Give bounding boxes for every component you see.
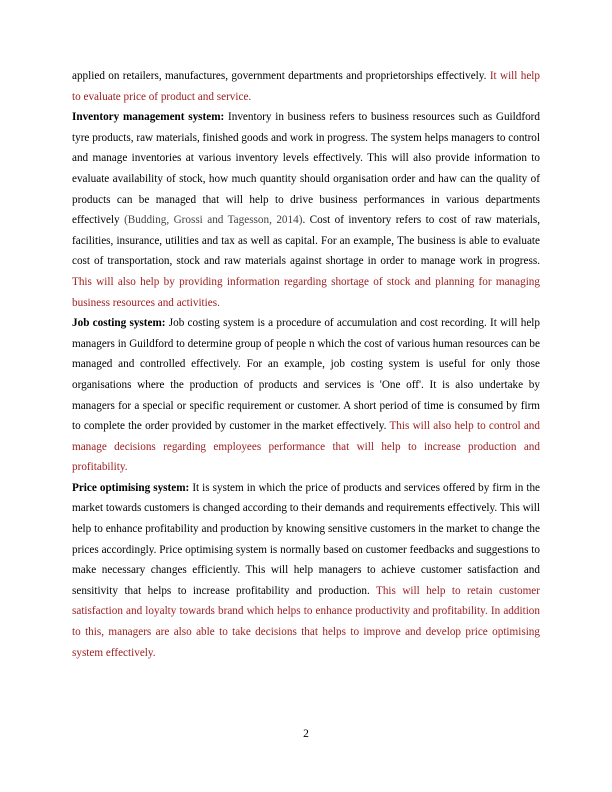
highlighted-text: This will also help by providing information regarding shortage of stock and planning for managing business resources and activities. (72, 275, 540, 309)
highlighted-text: This will also help to control and manage decisions regarding employees performance that will help to increase production and profitability. (72, 420, 540, 474)
paragraph-text-continued: . Cost of inventory refers to cost of raw materials, facilities, insurance, utilities and tax as well as capital. For an example, The business is able to evaluate cost of transportation, stock and raw materials against shortage in order to manage work in progress. (72, 214, 540, 268)
paragraph-text: applied on retailers, manufactures, government departments and proprietorships effectively. (72, 70, 487, 82)
paragraph-text: Job costing system is a procedure of accumulation and cost recording. It will help managers in Guildford to determine group of people n which the cost of various human resources can be managed and controlled effectively. For an example, job costing system is useful for only those organisations where the production of products and services is 'One off'. It is also undertake by managers for a special or specific requirement or customer. A short period of time is consumed by firm to complete the order provided by customer in the market effectively. (72, 317, 540, 433)
paragraph-text: Inventory in business refers to business resources such as Guildford tyre products, raw materials, finished goods and work in progress. The system helps managers to control and manage inventories at various inventory levels effectively. This will also provide information to evaluate availability of stock, how much quantity should organisation order and haw can the quality of products can be managed that will help to drive business performances in various departments effectively (72, 111, 540, 227)
page-number: 2 (303, 728, 309, 740)
document-body (72, 66, 540, 663)
paragraph-job-costing (72, 313, 540, 478)
highlighted-text: This will help to retain customer satisfaction and loyalty towards brand which helps to enhance productivity and profitability. In addition to this, managers are also able to take decisions that helps to improve and develop price optimising system effectively. (72, 584, 540, 659)
paragraph-inventory-management (72, 107, 540, 313)
section-heading: Price optimising system: (72, 481, 190, 494)
paragraph-price-optimising (72, 478, 540, 663)
citation: (Budding, Grossi and Tagesson, 2014) (124, 214, 303, 227)
section-heading: Job costing system: (72, 317, 166, 330)
paragraph-intro-continuation (72, 66, 540, 107)
highlighted-text: It will help to evaluate price of product and service. (72, 70, 541, 103)
section-heading: Inventory management system: (72, 111, 225, 124)
paragraph-text: It is system in which the price of products and services offered by firm in the market towards customers is changed according to their demands and requirements effectively. This will help to enhance profitability and production by knowing sensitive customers in the market to change the prices accordingly. Price optimising system is normally based on customer feedbacks and suggestions to make necessary changes efficiently. This will help managers to achieve customer satisfaction and sensitivity that helps to increase profitability and production. (72, 481, 541, 597)
